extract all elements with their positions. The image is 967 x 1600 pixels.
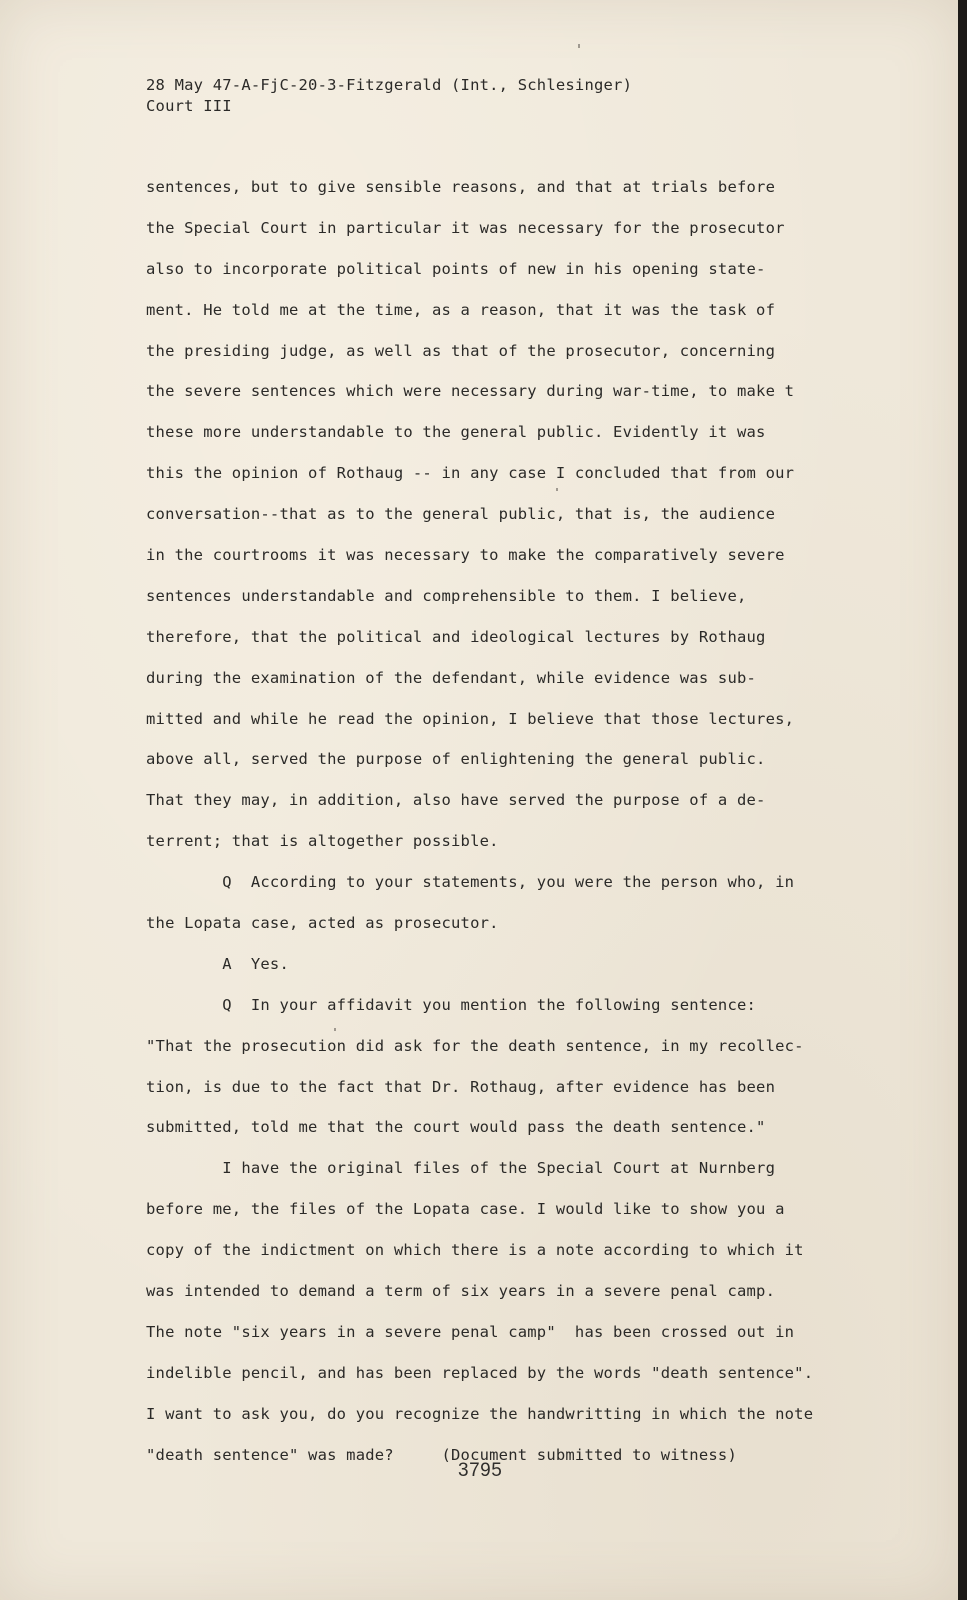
scan-edge <box>958 0 967 1600</box>
body-line: the Special Court in particular it was necessary for the prosecutor <box>146 218 785 237</box>
question-line: Q In your affidavit you mention the following sentence: <box>146 995 757 1014</box>
body-line: I want to ask you, do you recognize the handwritting in which the note <box>146 1404 814 1423</box>
body-line: the presiding judge, as well as that of the prosecutor, concerning <box>146 341 776 360</box>
quote-line: submitted, told me that the court would pass the death sentence." <box>146 1118 766 1137</box>
answer-line: A Yes. <box>146 954 289 973</box>
body-line: The note "six years in a severe penal camp" has been crossed out in <box>146 1322 795 1341</box>
paper-speck <box>556 488 558 491</box>
body-line: "death sentence" was made? (Document submitted to witness) <box>146 1445 737 1464</box>
body-line: these more understandable to the general public. Evidently it was <box>146 423 766 442</box>
body-line: was intended to demand a term of six years in a severe penal camp. <box>146 1282 776 1301</box>
page-number: 3795 <box>458 1460 503 1481</box>
question-line: Q According to your statements, you were the person who, in <box>146 873 795 892</box>
header-line-2: Court III <box>146 97 232 115</box>
body-text <box>146 176 813 1485</box>
body-line: mitted and while he read the opinion, I believe that those lectures, <box>146 709 795 728</box>
body-line: conversation--that as to the general public, that is, the audience <box>146 505 776 524</box>
quote-line: "That the prosecution did ask for the death sentence, in my recollec- <box>146 1036 804 1055</box>
body-line: the Lopata case, acted as prosecutor. <box>146 914 499 933</box>
quote-line: tion, is due to the fact that Dr. Rothaug, after evidence has been <box>146 1077 776 1096</box>
header-line-1: 28 May 47-A-FjC-20-3-Fitzgerald (Int., Schlesinger) <box>146 76 633 94</box>
body-line: That they may, in addition, also have served the purpose of a de- <box>146 791 766 810</box>
body-line: sentences, but to give sensible reasons, and that at trials before <box>146 178 776 196</box>
body-line: this the opinion of Rothaug -- in any case I concluded that from our <box>146 464 795 483</box>
body-line: I have the original files of the Special Court at Nurnberg <box>146 1159 776 1178</box>
body-line: before me, the files of the Lopata case. I would like to show you a <box>146 1200 785 1219</box>
body-line: during the examination of the defendant, while evidence was sub- <box>146 668 757 687</box>
body-line: terrent; that is altogether possible. <box>146 832 499 851</box>
body-line: indelible pencil, and has been replaced by the words "death sentence". <box>146 1363 814 1382</box>
body-line: in the courtrooms it was necessary to make the comparatively severe <box>146 546 785 565</box>
body-line: sentences understandable and comprehensible to them. I believe, <box>146 586 747 605</box>
body-line: above all, served the purpose of enlightening the general public. <box>146 750 766 769</box>
paper-speck <box>578 44 580 48</box>
body-line: also to incorporate political points of new in his opening state- <box>146 259 766 278</box>
body-line: the severe sentences which were necessary during war-time, to make t <box>146 382 795 401</box>
paper-speck <box>334 1028 336 1031</box>
body-line: copy of the indictment on which there is a note according to which it <box>146 1241 804 1260</box>
body-line: therefore, that the political and ideological lectures by Rothaug <box>146 627 766 646</box>
body-line: ment. He told me at the time, as a reason, that it was the task of <box>146 300 776 319</box>
